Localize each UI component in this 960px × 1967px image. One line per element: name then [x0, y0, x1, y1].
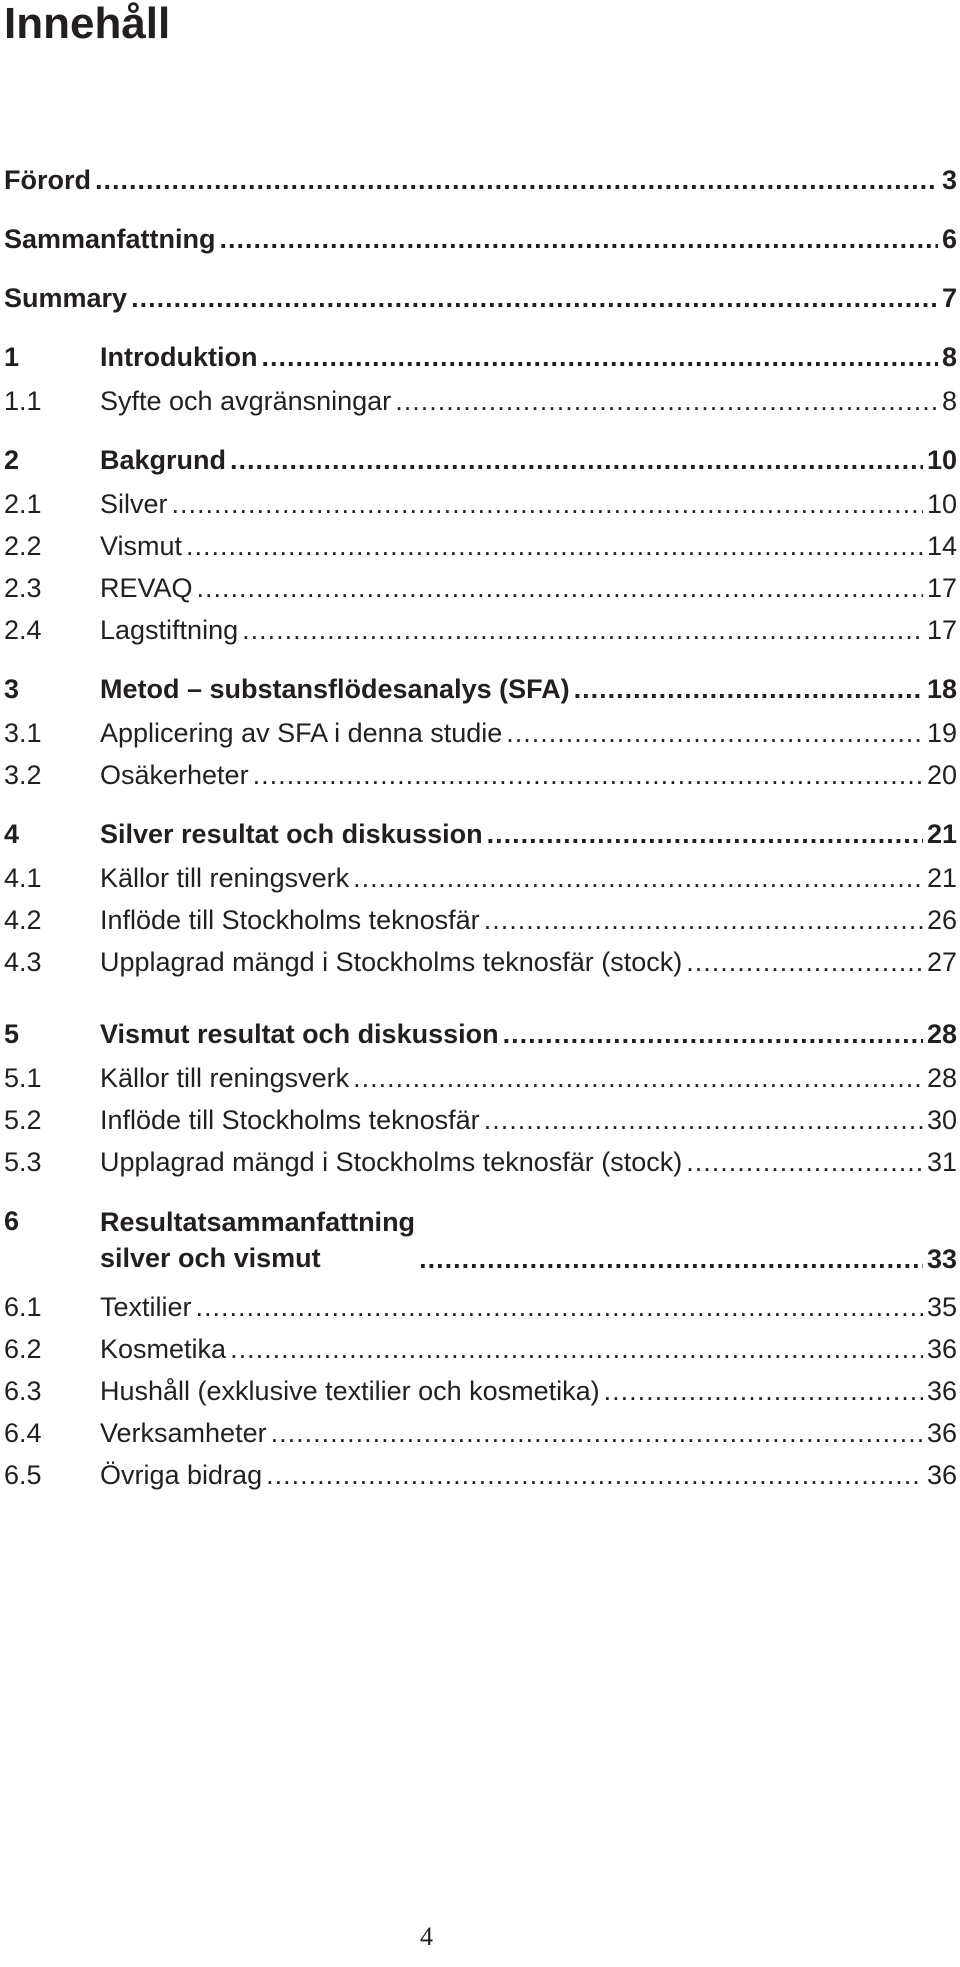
toc-leader-dots: [197, 571, 923, 605]
toc-entry-number: 1: [4, 342, 20, 372]
toc-entry-number: 4: [4, 819, 20, 849]
toc-entry-title-line1: Resultatsammanfattning: [100, 1207, 416, 1237]
toc-entry-title: Summary: [4, 283, 128, 313]
toc-entry-title: Syfte och avgränsningar: [100, 386, 392, 416]
toc-leader-dots: [506, 716, 923, 750]
toc-entry-title: Silver resultat och diskussion: [100, 819, 483, 849]
toc-entry-2-2[interactable]: [4, 529, 957, 563]
toc-entry-page: 8: [941, 386, 957, 416]
toc-entry-3-2[interactable]: [4, 758, 957, 792]
toc-leader-dots: [242, 613, 923, 647]
toc-entry-number: 6.1: [4, 1292, 42, 1322]
toc-entry-5[interactable]: [4, 1017, 957, 1051]
toc-entry-title: Upplagrad mängd i Stockholms teknosfär (stock): [100, 947, 683, 977]
toc-entry-title: Lagstiftning: [100, 615, 239, 645]
toc-entry-number: 4.3: [4, 947, 42, 977]
toc-entry-summary[interactable]: [4, 281, 957, 315]
toc-leader-dots: [95, 163, 938, 197]
toc-leader-dots: [271, 1416, 923, 1450]
toc-entry-2[interactable]: [4, 443, 957, 477]
toc-entry-title: Applicering av SFA i denna studie: [100, 718, 503, 748]
toc-entry-3-1[interactable]: [4, 716, 957, 750]
toc-entry-page: 14: [926, 531, 957, 561]
toc-entry-1-1[interactable]: [4, 384, 957, 418]
toc-entry-number: 1.1: [4, 386, 42, 416]
toc-entry-number: 5.3: [4, 1147, 42, 1177]
toc-entry-6-5[interactable]: [4, 1458, 957, 1492]
toc-entry-title: Bakgrund: [100, 445, 227, 475]
toc-entry-title: Inflöde till Stockholms teknosfär: [100, 905, 480, 935]
toc-entry-page: 10: [926, 445, 957, 475]
toc-entry-2-1[interactable]: [4, 487, 957, 521]
toc-entry-title: Vismut: [100, 531, 183, 561]
toc-leader-dots: [253, 758, 923, 792]
toc-entry-3[interactable]: [4, 672, 957, 706]
toc-entry-title: Osäkerheter: [100, 760, 249, 790]
toc-entry-forord[interactable]: [4, 163, 957, 197]
toc-entry-number: 5.2: [4, 1105, 42, 1135]
toc-entry-title: Silver: [100, 489, 168, 519]
toc-entry-page: 18: [926, 674, 957, 704]
toc-entry-number: 4.1: [4, 863, 42, 893]
toc-entry-number: 6.3: [4, 1376, 42, 1406]
toc-entry-page: 26: [926, 905, 957, 935]
toc-entry-2-4[interactable]: [4, 613, 957, 647]
toc-entry-6[interactable]: [4, 1204, 957, 1276]
toc-entry-title-line2: silver och vismut: [100, 1243, 321, 1273]
toc-entry-number: 2.2: [4, 531, 42, 561]
toc-entry-page: 8: [941, 342, 957, 372]
toc-entry-number: 2.3: [4, 573, 42, 603]
toc-entry-page: 36: [926, 1376, 957, 1406]
toc-entry-title: Metod – substansflödesanalys (SFA): [100, 674, 570, 704]
toc-leader-dots: [196, 1290, 923, 1324]
toc-leader-dots: [172, 487, 923, 521]
toc-entry-title: Sammanfattning: [4, 224, 216, 254]
toc-leader-dots: [220, 222, 938, 256]
toc-entry-6-2[interactable]: [4, 1332, 957, 1366]
toc-entry-title: Textilier: [100, 1292, 192, 1322]
toc-entry-4[interactable]: [4, 817, 957, 851]
toc-entry-title: Introduktion: [100, 342, 258, 372]
toc-entry-number: 2.4: [4, 615, 42, 645]
toc-entry-page: 17: [926, 615, 957, 645]
toc-leader-dots: [266, 1458, 923, 1492]
toc-entry-number: 3: [4, 674, 20, 704]
toc-entry-title: Inflöde till Stockholms teknosfär: [100, 1105, 480, 1135]
page-number: 4: [420, 1922, 433, 1951]
toc-leader-dots: [484, 1103, 923, 1137]
toc-entry-number: 4.2: [4, 905, 42, 935]
toc-entry-title: Förord: [4, 165, 91, 195]
toc-entry-number: 6: [4, 1206, 20, 1236]
toc-entry-4-2[interactable]: [4, 903, 957, 937]
toc-entry-page: 30: [926, 1105, 957, 1135]
toc-leader-dots: [487, 817, 923, 851]
toc-leader-dots: [686, 945, 923, 979]
toc-entry-title: Verksamheter: [100, 1418, 267, 1448]
toc-entry-title: Källor till reningsverk: [100, 1063, 350, 1093]
toc-entry-5-1[interactable]: [4, 1061, 957, 1095]
toc-entry-2-3[interactable]: [4, 571, 957, 605]
toc-entry-title: REVAQ: [100, 573, 193, 603]
toc-entry-number: 2.1: [4, 489, 42, 519]
toc-leader-dots: [186, 529, 923, 563]
toc-entry-page: 6: [941, 224, 957, 254]
toc-entry-page: 33: [926, 1244, 957, 1274]
toc-entry-number: 3.1: [4, 718, 42, 748]
toc-entry-page: 21: [926, 819, 957, 849]
toc-entry-6-4[interactable]: [4, 1416, 957, 1450]
toc-entry-page: 7: [941, 283, 957, 313]
toc-entry-title: Övriga bidrag: [100, 1460, 263, 1490]
toc-entry-page: 20: [926, 760, 957, 790]
toc-entry-number: 5: [4, 1019, 20, 1049]
toc-entry-number: 6.2: [4, 1334, 42, 1364]
toc-entry-page: 36: [926, 1460, 957, 1490]
toc-leader-dots: [484, 903, 923, 937]
toc-entry-page: 27: [926, 947, 957, 977]
toc-entry-page: 21: [926, 863, 957, 893]
toc-leader-dots: [353, 1061, 923, 1095]
toc-entry-title: Källor till reningsverk: [100, 863, 350, 893]
toc-entry-number: 6.4: [4, 1418, 42, 1448]
toc-entry-number: 3.2: [4, 760, 42, 790]
toc-leader-dots: [503, 1017, 923, 1051]
toc-leader-dots: [604, 1374, 923, 1408]
toc-entry-page: 3: [941, 165, 957, 195]
toc-leader-dots: [574, 672, 923, 706]
toc-leader-dots: [686, 1145, 923, 1179]
toc-entry-4-1[interactable]: [4, 861, 957, 895]
toc-leader-dots: [419, 1242, 923, 1276]
toc-entry-page: 19: [926, 718, 957, 748]
toc-entry-page: 35: [926, 1292, 957, 1322]
toc-entry-1[interactable]: [4, 340, 957, 374]
toc-entry-sammanfattning[interactable]: [4, 222, 957, 256]
toc-entry-title: Hushåll (exklusive textilier och kosmetika): [100, 1376, 600, 1406]
toc-entry-page: 17: [926, 573, 957, 603]
toc-entry-page: 28: [926, 1019, 957, 1049]
toc-leader-dots: [230, 1332, 923, 1366]
toc-entry-6-1[interactable]: [4, 1290, 957, 1324]
toc-entry-page: 10: [926, 489, 957, 519]
toc-entry-page: 36: [926, 1334, 957, 1364]
toc-entry-title: Upplagrad mängd i Stockholms teknosfär (stock): [100, 1147, 683, 1177]
toc-entry-title: [100, 1204, 419, 1276]
page-title: Innehåll: [4, 0, 171, 48]
toc-entry-page: 31: [926, 1147, 957, 1177]
toc-entry-5-2[interactable]: [4, 1103, 957, 1137]
toc-entry-title: Kosmetika: [100, 1334, 227, 1364]
toc-leader-dots: [261, 340, 938, 374]
toc-entry-number: 6.5: [4, 1460, 42, 1490]
toc-entry-page: 36: [926, 1418, 957, 1448]
toc-leader-dots: [395, 384, 938, 418]
toc-entry-5-3[interactable]: [4, 1145, 957, 1179]
toc-leader-dots: [353, 861, 923, 895]
toc-entry-6-3[interactable]: [4, 1374, 957, 1408]
toc-leader-dots: [230, 443, 923, 477]
toc-leader-dots: [131, 281, 938, 315]
toc-entry-title: Vismut resultat och diskussion: [100, 1019, 499, 1049]
toc-entry-page: 28: [926, 1063, 957, 1093]
toc-entry-number: 2: [4, 445, 20, 475]
toc-entry-4-3[interactable]: [4, 945, 957, 979]
toc-entry-number: 5.1: [4, 1063, 42, 1093]
